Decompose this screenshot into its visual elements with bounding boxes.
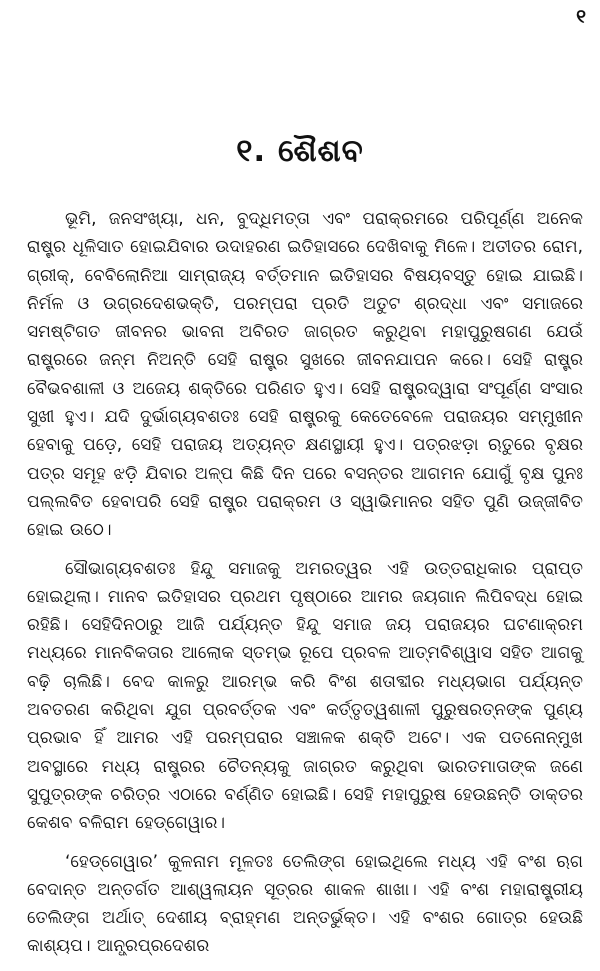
chapter-title: ୧. ଶୈଶବ [236,133,364,169]
paragraph: ସୌଭାଗ୍ୟବଶତଃ ହିନ୍ଦୁ ସମାଜକୁ ଅମରତ୍ୱର ଏହି ଉତ୍ତରାଧିକାର ପ୍ରାପ୍ତ ହୋଇଥିଲା। ମାନବ ଇତିହାସର ପ୍ରଥମ ପୃଷ୍ଠାରେ ଆମର ଜୟଗାନ ଲିପିବଦ୍ଧ ହୋଇ ରହିଛି। ସେହିଦିନଠାରୁ ଆଜି ପର୍ଯ୍ୟନ୍ତ ହିନ୍ଦୁ ସମାଜ ଜୟ ପରାଜୟର ଘଟଣାକ୍ରମ ମଧ୍ୟରେ ମାନବିକତାର ଆଲୋକ ସ୍ତମ୍ଭ ରୂପେ ପ୍ରବଳ ଆତ୍ମବିଶ୍ୱାସ ସହିତ ଆଗକୁ ବଢ଼ି ଚାଲିଛି। ବେଦ କାଳରୁ ଆରମ୍ଭ କରି ବିଂଶ ଶତାବ୍ଦୀର ମଧ୍ୟଭାଗ ପର୍ଯ୍ୟନ୍ତ ଅବତରଣ କରିଥିବା ଯୁଗ ପ୍ରବର୍ତ୍ତକ ଏବଂ କର୍ତ୍ତୃତ୍ୱଶାଳୀ ପୁରୁଷରତ୍ନଙ୍କ ପୁଣ୍ୟ ପ୍ରଭାବ ହିଁ ଆମର ଏହି ପରମ୍ପରାର ସଞ୍ଚାଳକ ଶକ୍ତି ଅଟେ। ଏକ ପତନୋନ୍ମୁଖ ଅବସ୍ଥାରେ ମଧ୍ୟ ରାଷ୍ଟ୍ରର ଚୈତନ୍ୟକୁ ଜାଗ୍ରତ କରୁଥିବା ଭାରତମାତାଙ୍କ ଜଣେ ସୁପୁତ୍ରଙ୍କ ଚରିତ୍ର ଏଠାରେ ବର୍ଣ୍ଣିତ ହୋଇଛି। ସେହି ମହାପୁରୁଷ ହେଉଛନ୍ତି ଡାକ୍ତର କେଶବ ବଳିରାମ ହେଡ୍‌ଗେୱାର। [27,558,583,834]
paragraph: ଭୂମି, ଜନସଂଖ୍ୟା, ଧନ, ବୁଦ୍ଧିମତ୍ତା ଏବଂ ପରାକ୍ରମରେ ପରିପୂର୍ଣ୍ଣ ଅନେକ ରାଷ୍ଟ୍ର ଧୂଳିସାତ ହୋଇଯିବାର ଉଦାହରଣ ଇତିହାସରେ ଦେଖିବାକୁ ମିଳେ। ଅତୀତର ରୋମ, ଗ୍ରୀକ୍, ବେବିଲୋନିଆ ସାମ୍ରାଜ୍ୟ ବର୍ତ୍ତମାନ ଇତିହାସର ବିଷୟବସ୍ତୁ ହୋଇ ଯାଇଛି। ନିର୍ମଳ ଓ ଉଗ୍ରଦେଶଭକ୍ତି, ପରମ୍ପରା ପ୍ରତି ଅତୁଟ ଶ୍ରଦ୍ଧା ଏବଂ ସମାଜରେ ସମଷ୍ଟିଗତ ଜୀବନର ଭାବନା ଅବିରତ ଜାଗ୍ରତ କରୁଥିବା ମହାପୁରୁଷଗଣ ଯେଉଁ ରାଷ୍ଟ୍ରରେ ଜନ୍ମ ନିଅନ୍ତି ସେହି ରାଷ୍ଟ୍ର ସୁଖରେ ଜୀବନଯାପନ କରେ। ସେହି ରାଷ୍ଟ୍ର ବୈଭବଶାଳୀ ଓ ଅଜେୟ ଶକ୍ତିରେ ପରିଣତ ହୁଏ। ସେହି ରାଷ୍ଟ୍ରଦ୍ୱାରା ସଂପୂର୍ଣ୍ଣ ସଂସାର ସୁଖୀ ହୁଏ। ଯଦି ଦୁର୍ଭାଗ୍ୟବଶତଃ ସେହି ରାଷ୍ଟ୍ରକୁ କେତେବେଳେ ପରାଜୟର ସମ୍ମୁଖୀନ ହେବାକୁ ପଡ଼େ, ସେହି ପରାଜୟ ଅତ୍ୟନ୍ତ କ୍ଷଣସ୍ଥାୟୀ ହୁଏ। ପତ୍ରଝଡ଼ା ଋତୁରେ ବୃକ୍ଷର ପତ୍ର ସମୂହ ଝଡ଼ି ଯିବାର ଅଳ୍ପ କିଛି ଦିନ ପରେ ବସନ୍ତର ଆଗମନ ଯୋଗୁଁ ବୃକ୍ଷ ପୁନଃ ପଲ୍ଲବିତ ହେବାପରି ସେହି ରାଷ୍ଟ୍ର ପରାକ୍ରମ ଓ ସ୍ୱାଭିମାନର ସହିତ ପୁଣି ଉଜ୍ଜୀବିତ ହୋଇ ଉଠେ। [27,209,583,541]
paragraph: ‘ହେଡ୍‌ଗେୱାର’ କୁଳନାମ ମୂଳତଃ ତେଲିଙ୍ଗ ହୋଇଥିଲେ ମଧ୍ୟ ଏହି ବଂଶ ଋଗ ବେଦାନ୍ତ ଅନ୍ତର୍ଗତ ଆଶ୍ୱଲାୟନ ସୂତ୍ରର ଶାକଳ ଶାଖା। ଏହି ବଂଶ ମହାରାଷ୍ଟ୍ରୀୟ ତେଲିଙ୍ଗ ଅର୍ଥାତ୍ ଦେଶୀୟ ବ୍ରାହ୍ମଣ ଅନ୍ତର୍ଭୁକ୍ତ। ଏହି ବଂଶର ଗୋତ୍ର ହେଉଛି କାଶ୍ୟପ। ଆନ୍ଧ୍ରପ୍ରଦେଶର [27,851,583,957]
body-text [27,205,583,971]
page-number: ୧ [576,6,586,28]
